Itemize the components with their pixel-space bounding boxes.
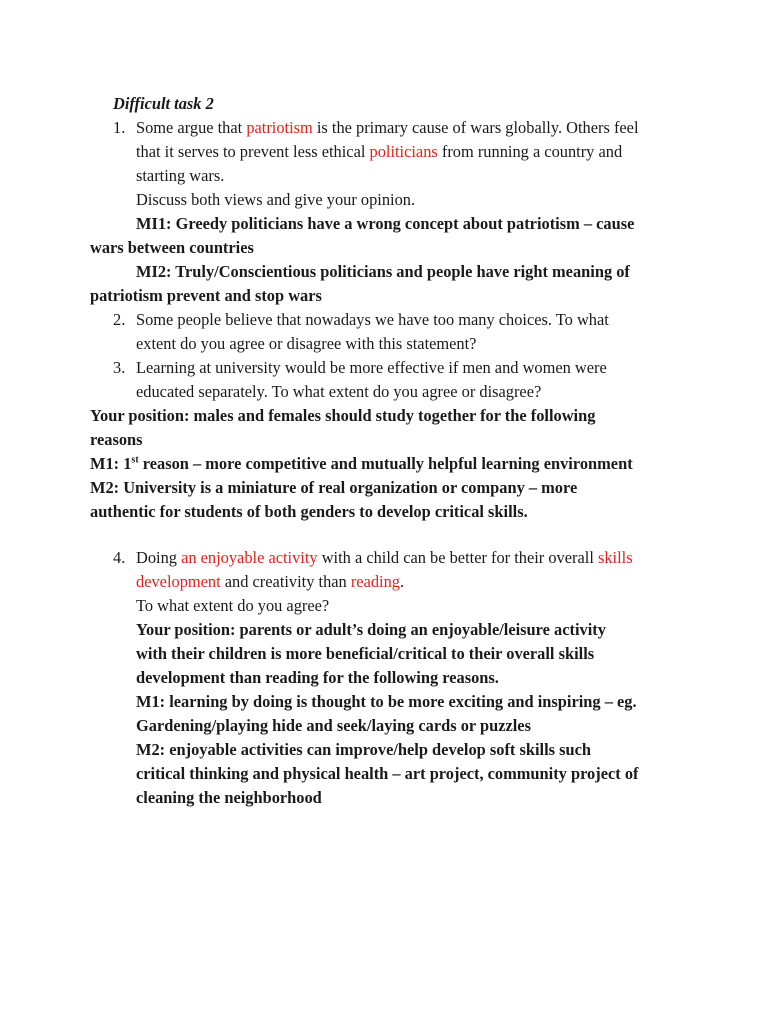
item-4-m1-line-1: M1: learning by doing is thought to be more exciting and inspiring – eg. <box>136 692 637 711</box>
item-1-mi1-line-2: wars between countries <box>90 238 254 257</box>
item-2-number: 2. <box>113 310 126 329</box>
item-4-position-line-1: Your position: parents or adult’s doing an enjoyable/leisure activity <box>136 620 606 639</box>
item-3-position-line-2: reasons <box>90 430 143 449</box>
item-3-m2-line-2: authentic for students of both genders to develop critical skills. <box>90 502 528 521</box>
item-2-line-2: extent do you agree or disagree with this statement? <box>136 334 477 353</box>
item-3-m2-line-1: M2: University is a miniature of real organization or company – more <box>90 478 578 497</box>
keyword-skills: skills <box>597 548 633 567</box>
keyword-development: development <box>136 572 221 591</box>
keyword-politicians: politicians <box>369 142 438 161</box>
item-4-question: To what extent do you agree? <box>136 596 330 615</box>
item-3-position-line-1: Your position: males and females should study together for the following <box>90 406 596 425</box>
keyword-reading: reading <box>350 572 400 591</box>
item-4-position-line-3: development than reading for the following reasons. <box>136 668 499 687</box>
item-1-mi1-line-1: MI1: Greedy politicians have a wrong concept about patriotism – cause <box>136 214 635 233</box>
item-4-m2-line-3: cleaning the neighborhood <box>136 788 322 807</box>
text: is the primary cause of wars globally. Others feel <box>312 118 639 137</box>
superscript: st <box>131 454 139 466</box>
item-4-m2-line-1: M2: enjoyable activities can improve/help develop soft skills such <box>136 740 591 759</box>
task-title: Difficult task 2 <box>113 94 214 113</box>
item-1-line-2 <box>136 140 622 164</box>
item-4-m1-line-2: Gardening/playing hide and seek/laying cards or puzzles <box>136 716 531 735</box>
text: Some argue that <box>136 118 247 137</box>
item-4-line-2 <box>136 570 404 594</box>
text: . <box>400 572 405 591</box>
text: with a child can be better for their overall <box>317 548 598 567</box>
text: from running a country and <box>437 142 623 161</box>
item-4-number: 4. <box>113 548 126 567</box>
text: Doing <box>136 548 182 567</box>
text: that it serves to prevent less ethical <box>136 142 370 161</box>
item-3-line-1: Learning at university would be more effective if men and women were <box>136 358 607 377</box>
item-1-number: 1. <box>113 118 126 137</box>
item-4-line-1 <box>136 546 633 570</box>
item-1-line-1 <box>136 116 639 140</box>
item-1-line-3: starting wars. <box>136 166 225 185</box>
item-1-mi2-line-2: patriotism prevent and stop wars <box>90 286 322 305</box>
item-3-m1 <box>90 452 633 476</box>
item-1-instruction: Discuss both views and give your opinion. <box>136 190 416 209</box>
item-4-position-line-2: with their children is more beneficial/critical to their overall skills <box>136 644 595 663</box>
text: and creativity than <box>220 572 351 591</box>
keyword-patriotism: patriotism <box>246 118 313 137</box>
keyword-enjoyable-activity: an enjoyable activity <box>181 548 318 567</box>
item-1-mi2-line-1: MI2: Truly/Conscientious politicians and people have right meaning of <box>136 262 630 281</box>
item-4-m2-line-2: critical thinking and physical health – art project, community project of <box>136 764 639 783</box>
item-2-line-1: Some people believe that nowadays we have too many choices. To what <box>136 310 609 329</box>
text: M1: 1 <box>90 454 132 473</box>
item-3-number: 3. <box>113 358 126 377</box>
text: reason – more competitive and mutually helpful learning environment <box>138 454 633 473</box>
item-3-line-2: educated separately. To what extent do you agree or disagree? <box>136 382 542 401</box>
